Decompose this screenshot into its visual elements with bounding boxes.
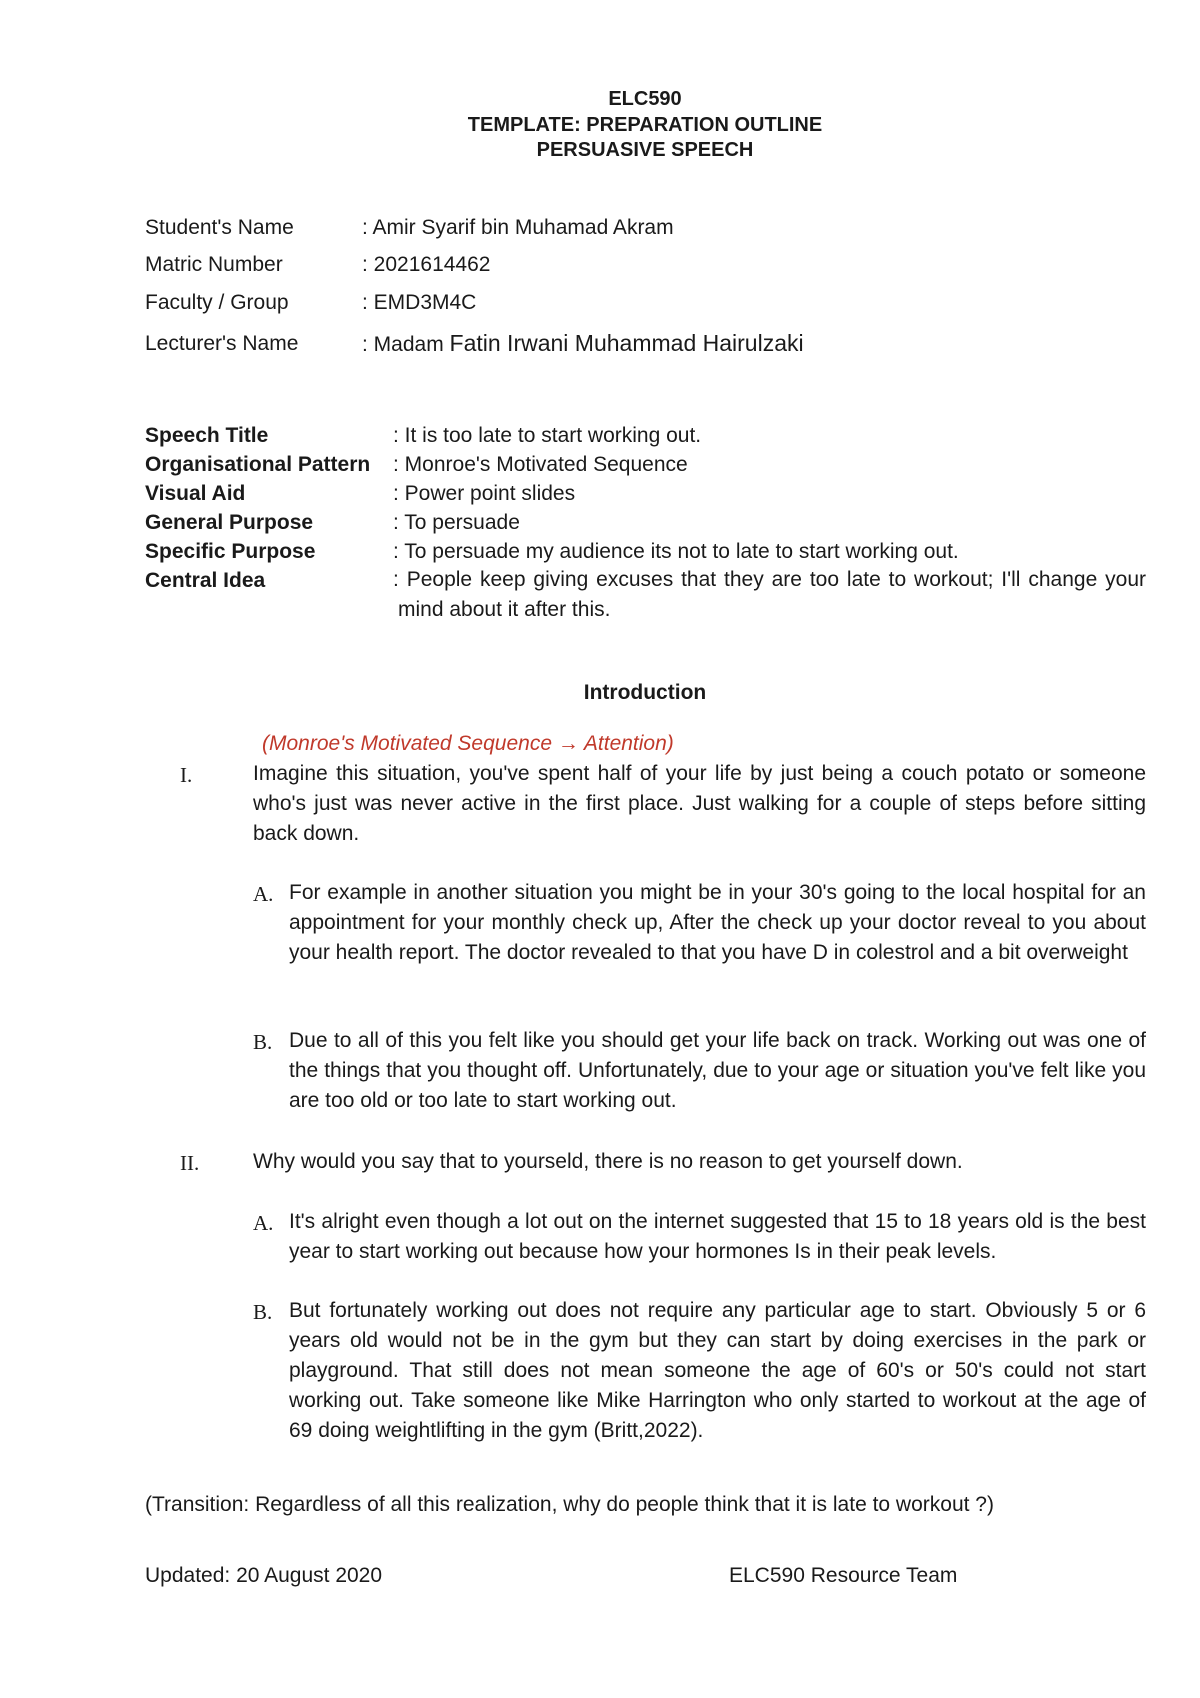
speech-type-title: PERSUASIVE SPEECH: [536, 139, 754, 161]
point-numeral: II.: [180, 1151, 200, 1175]
matric-number-value: : 2021614462: [362, 253, 491, 276]
organisational-pattern-value: : Monroe's Motivated Sequence: [393, 453, 688, 476]
subpoint-text: Due to all of this you felt like you should get your life back on track. Working out was one of the things that you thought off. Unfortunately, due to your age or situation you've felt like you are too old or too late to start working out.: [289, 1029, 1146, 1112]
subpoint-letter: B.: [253, 1300, 273, 1324]
faculty-group-label: Faculty / Group: [145, 291, 289, 314]
transition-text: (Transition: Regardless of all this realization, why do people think that it is late to workout ?): [145, 1493, 994, 1516]
subpoint-letter: B.: [253, 1030, 273, 1054]
visual-aid-value: : Power point slides: [393, 482, 576, 505]
footer-team: ELC590 Resource Team: [729, 1564, 958, 1587]
point-text: Imagine this situation, you've spent half of your life by just being a couch potato or someone who's just was never active in the first place. Just walking for a couple of steps before sitting back down.: [253, 762, 1146, 845]
matric-number-label: Matric Number: [145, 253, 283, 276]
central-idea-label: Central Idea: [145, 569, 266, 592]
specific-purpose-value: : To persuade my audience its not to late to start working out.: [393, 540, 959, 563]
introduction-heading: Introduction: [583, 681, 707, 704]
specific-purpose-label: Specific Purpose: [145, 540, 316, 563]
central-idea-value: : People keep giving excuses that they are too late to workout; I'll change your mind about it after this.: [393, 568, 1146, 621]
footer-updated: Updated: 20 August 2020: [145, 1564, 383, 1587]
point-text: Why would you say that to yourseld, there is no reason to get yourself down.: [253, 1150, 963, 1173]
organisational-pattern-label: Organisational Pattern: [145, 453, 371, 476]
student-name-label: Student's Name: [145, 216, 294, 239]
lecturer-full-name: Fatin Irwani Muhammad Hairulzaki: [449, 330, 804, 356]
subpoint-letter: A.: [253, 1211, 274, 1235]
visual-aid-label: Visual Aid: [145, 482, 246, 505]
speech-title-value: : It is too late to start working out.: [393, 424, 702, 447]
course-code: ELC590: [608, 88, 682, 110]
speech-title-label: Speech Title: [145, 424, 269, 447]
general-purpose-label: General Purpose: [145, 511, 314, 534]
lecturer-name-value: [362, 330, 804, 357]
sequence-note: (Monroe's Motivated Sequence → Attention): [262, 732, 674, 755]
point-numeral: I.: [180, 763, 193, 787]
subpoint-text: It's alright even though a lot out on the internet suggested that 15 to 18 years old is the best year to start working out because how your hormones Is in their peak levels.: [289, 1210, 1146, 1263]
lecturer-prefix: : Madam: [362, 333, 450, 356]
subpoint-text: But fortunately working out does not require any particular age to start. Obviously 5 or 6 years old would not be in the gym but they can start by doing exercises in the park or playground. That still does not mean someone the age of 60's or 50's could not start working out. Take someone like Mike Harrington who only started to workout at the age of 69 doing weightlifting in the gym (Britt,2022).: [289, 1299, 1146, 1442]
general-purpose-value: : To persuade: [393, 511, 520, 534]
lecturer-name-label: Lecturer's Name: [145, 332, 299, 355]
subpoint-text: For example in another situation you might be in your 30's going to the local hospital for an appointment for your monthly check up, After the check up your doctor reveal to you about your health report. The doctor revealed to that you have D in colestrol and a bit overweight: [289, 881, 1146, 964]
student-name-value: : Amir Syarif bin Muhamad Akram: [362, 216, 674, 239]
faculty-group-value: : EMD3M4C: [362, 291, 477, 314]
subpoint-letter: A.: [253, 882, 274, 906]
template-title: TEMPLATE: PREPARATION OUTLINE: [467, 114, 823, 136]
